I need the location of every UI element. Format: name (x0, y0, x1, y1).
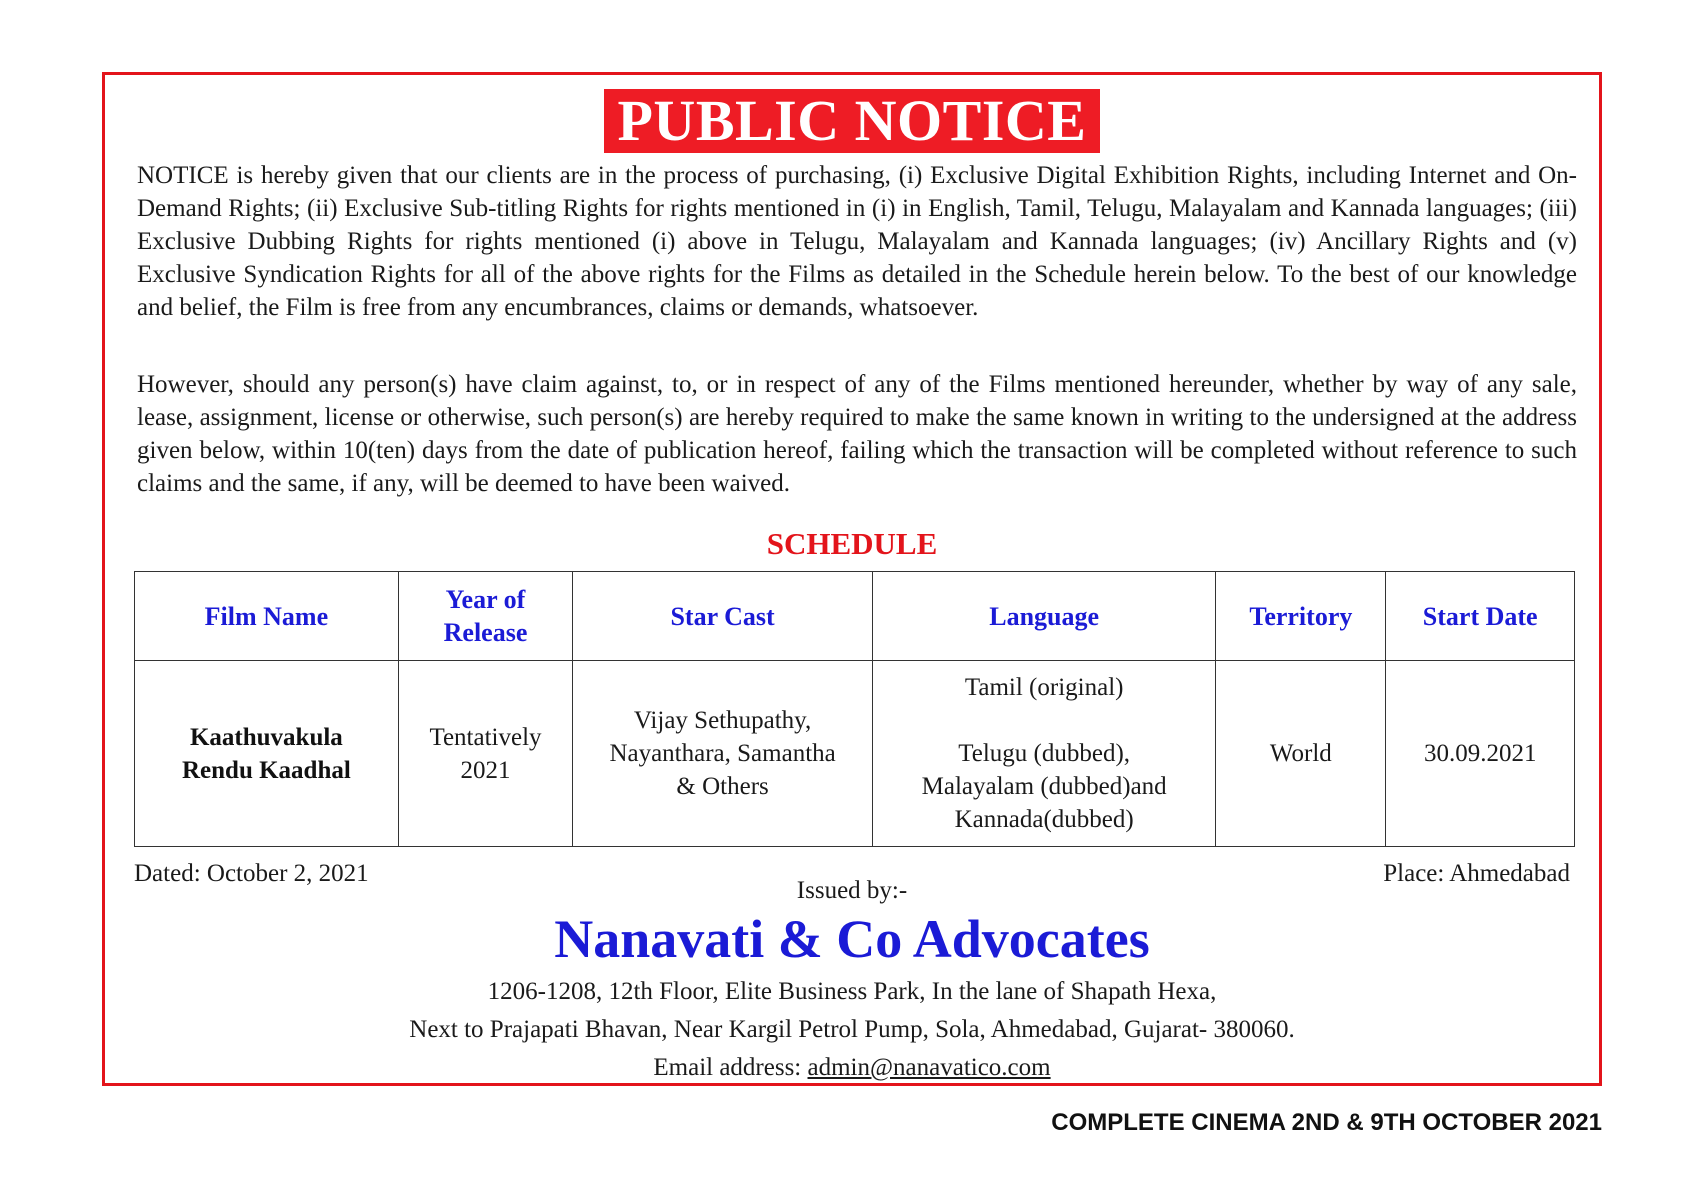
cell-territory: World (1216, 661, 1386, 847)
cell-star-cast (573, 661, 873, 847)
notice-frame (102, 72, 1602, 1086)
place-text: Place: Ahmedabad (1383, 860, 1570, 887)
table-row (135, 661, 1575, 847)
cell-year-of-release (398, 661, 572, 847)
header-year-line2: Release (443, 618, 528, 647)
year-line1: Tentatively (429, 723, 542, 751)
email-row (105, 1051, 1599, 1084)
header-language: Language (872, 572, 1215, 661)
cell-start-date: 30.09.2021 (1386, 661, 1575, 847)
notice-paragraph-2: However, should any person(s) have claim against, to, or in respect of any of the Films mentioned hereunder, whether by way of any sale, lease, assignment, license or otherwise, such person(s) are hereby required to make the same known in writing to the undersigned at the address given below, within 10(ten) days from the date of publication hereof, failing which the transaction will be completed without reference to such claims and the same, if any, will be deemed to have been waived. (137, 371, 1577, 497)
dated-text: Dated: October 2, 2021 (134, 860, 369, 887)
lang-line2: Telugu (dubbed), (958, 740, 1131, 767)
issued-by-text: Issued by:- (796, 877, 908, 904)
film-line2: Rendu Kaadhal (181, 756, 351, 784)
notice-paragraph-1: NOTICE is hereby given that our clients are in the process of purchasing, (i) Exclusive Digital Exhibition Rights, including Internet and On-Demand Rights; (ii) Exclusive Sub-titling Rights for rights mentioned in (i) in English, Tamil, Telugu, Malayalam and Kannada languages; (iii) Exclusive Dubbing Rights for rights mentioned (i) above in Telugu, Malayalam and Kannada languages; (iv) Ancillary Rights and (v) Exclusive Syndication Rights for all of the above rights for the Films as detailed in the Schedule herein below. To the best of our knowledge and belief, the Film is free from any encumbrances, claims or demands, whatsoever. (137, 162, 1577, 321)
cast-line1: Vijay Sethupathy, (633, 707, 812, 734)
cast-line3: & Others (676, 773, 769, 800)
lang-line3: Malayalam (dubbed)and (921, 773, 1167, 800)
year-line2: 2021 (460, 756, 511, 784)
header-year-line1: Year of (445, 585, 526, 614)
notice-title: PUBLIC NOTICE (604, 89, 1101, 153)
cell-film-name (135, 661, 399, 847)
email-label: Email address: (653, 1054, 808, 1081)
title-wrap (105, 89, 1599, 153)
firm-name: Nanavati & Co Advocates (554, 909, 1150, 969)
header-year-of-release (398, 572, 572, 661)
address-line-2: Next to Prajapati Bhavan, Near Kargil Petrol Pump, Sola, Ahmedabad, Gujarat- 380060. (409, 1016, 1295, 1043)
lang-spacer (879, 704, 1209, 737)
cast-line2: Nayanthara, Samantha (609, 740, 836, 767)
header-start-date: Start Date (1386, 572, 1575, 661)
schedule-heading: SCHEDULE (766, 526, 938, 561)
publication-footer: COMPLETE CINEMA 2ND & 9TH OCTOBER 2021 (1051, 1109, 1602, 1136)
address-line-1: 1206-1208, 12th Floor, Elite Business Park, In the lane of Shapath Hexa, (487, 978, 1217, 1005)
table-header-row (135, 572, 1575, 661)
schedule-table (134, 571, 1575, 847)
header-film-name: Film Name (135, 572, 399, 661)
header-star-cast: Star Cast (573, 572, 873, 661)
cell-language (872, 661, 1215, 847)
email-link[interactable]: admin@nanavatico.com (807, 1054, 1051, 1081)
film-line1: Kaathuvakula (189, 723, 343, 751)
lang-line1: Tamil (original) (964, 674, 1124, 701)
header-territory: Territory (1216, 572, 1386, 661)
lang-line4: Kannada(dubbed) (954, 806, 1134, 833)
